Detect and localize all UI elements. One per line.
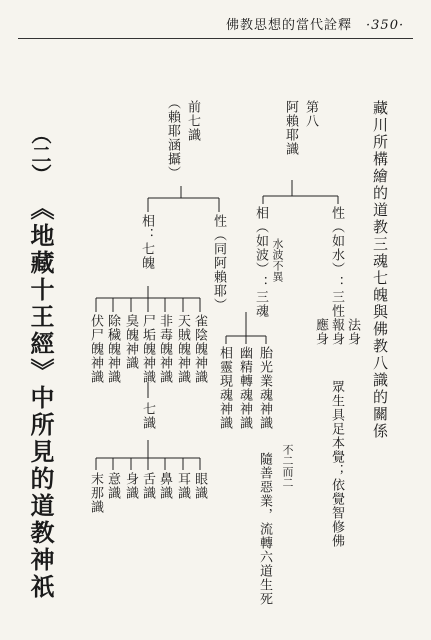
po-soul-2: 天賊魄神識 [175,314,190,384]
po-soul-6: 除穢魄神識 [105,314,120,384]
manas-consciousness: 末那識 [88,472,103,514]
eye-consciousness: 眼識 [192,472,207,500]
seven-consciousness: 七識 [140,402,155,430]
body-consciousness: 身識 [123,472,138,500]
water-wave-note: 水波不異 [271,238,284,282]
tongue-consciousness: 舌識 [140,472,155,500]
section-number: （二） [28,124,52,184]
not-two-note: 不二而二 [281,444,294,488]
hun-soul-2: 幽精轉魂神識 [237,346,252,430]
response-body: 應身 [313,318,328,346]
mind-consciousness: 意識 [105,472,120,500]
ear-consciousness: 耳識 [175,472,190,500]
po-soul-7: 伏尸魄神識 [88,314,103,384]
header-title: 佛教思想的當代詮釋 [226,18,353,33]
seventh-label: 前七識 [185,100,200,142]
po-soul-5: 臭魄神識 [123,314,138,370]
po-soul-1: 雀陰魄神識 [192,314,207,384]
seventh-mark: 相：七魄 [139,214,154,270]
dharma-body: 法身 [345,318,360,346]
hun-soul-3: 相靈現魂神識 [217,346,232,430]
eighth-nature: 性（如水）：三性 [329,206,344,318]
seventh-nature: 性（同阿賴耶） [211,214,226,312]
diagram-caption: 藏川所構繪的道教三魂七魄與佛教八識的關係 [371,100,389,440]
eighth-label: 第八 [303,100,318,128]
page-number: ·350· [366,18,405,33]
retribution-body: 報身 [329,318,344,346]
eighth-mark: 相（如波）：三魂 [253,206,268,318]
po-soul-3: 非毒魄神識 [157,314,172,384]
samsara-note: 隨善惡業，流轉六道生死 [257,452,272,606]
section-title: 《地藏十王經》中所見的道教神祇 [26,196,55,601]
eighth-name: 阿賴耶識 [283,100,298,156]
hun-soul-1: 胎光業魂神識 [257,346,272,430]
seventh-paren: （賴耶涵攝） [165,96,180,180]
dharma-note: 眾生具足本覺；依覺智修佛 [329,380,344,548]
nose-consciousness: 鼻識 [157,472,172,500]
po-soul-4: 尸垢魄神識 [140,314,155,384]
